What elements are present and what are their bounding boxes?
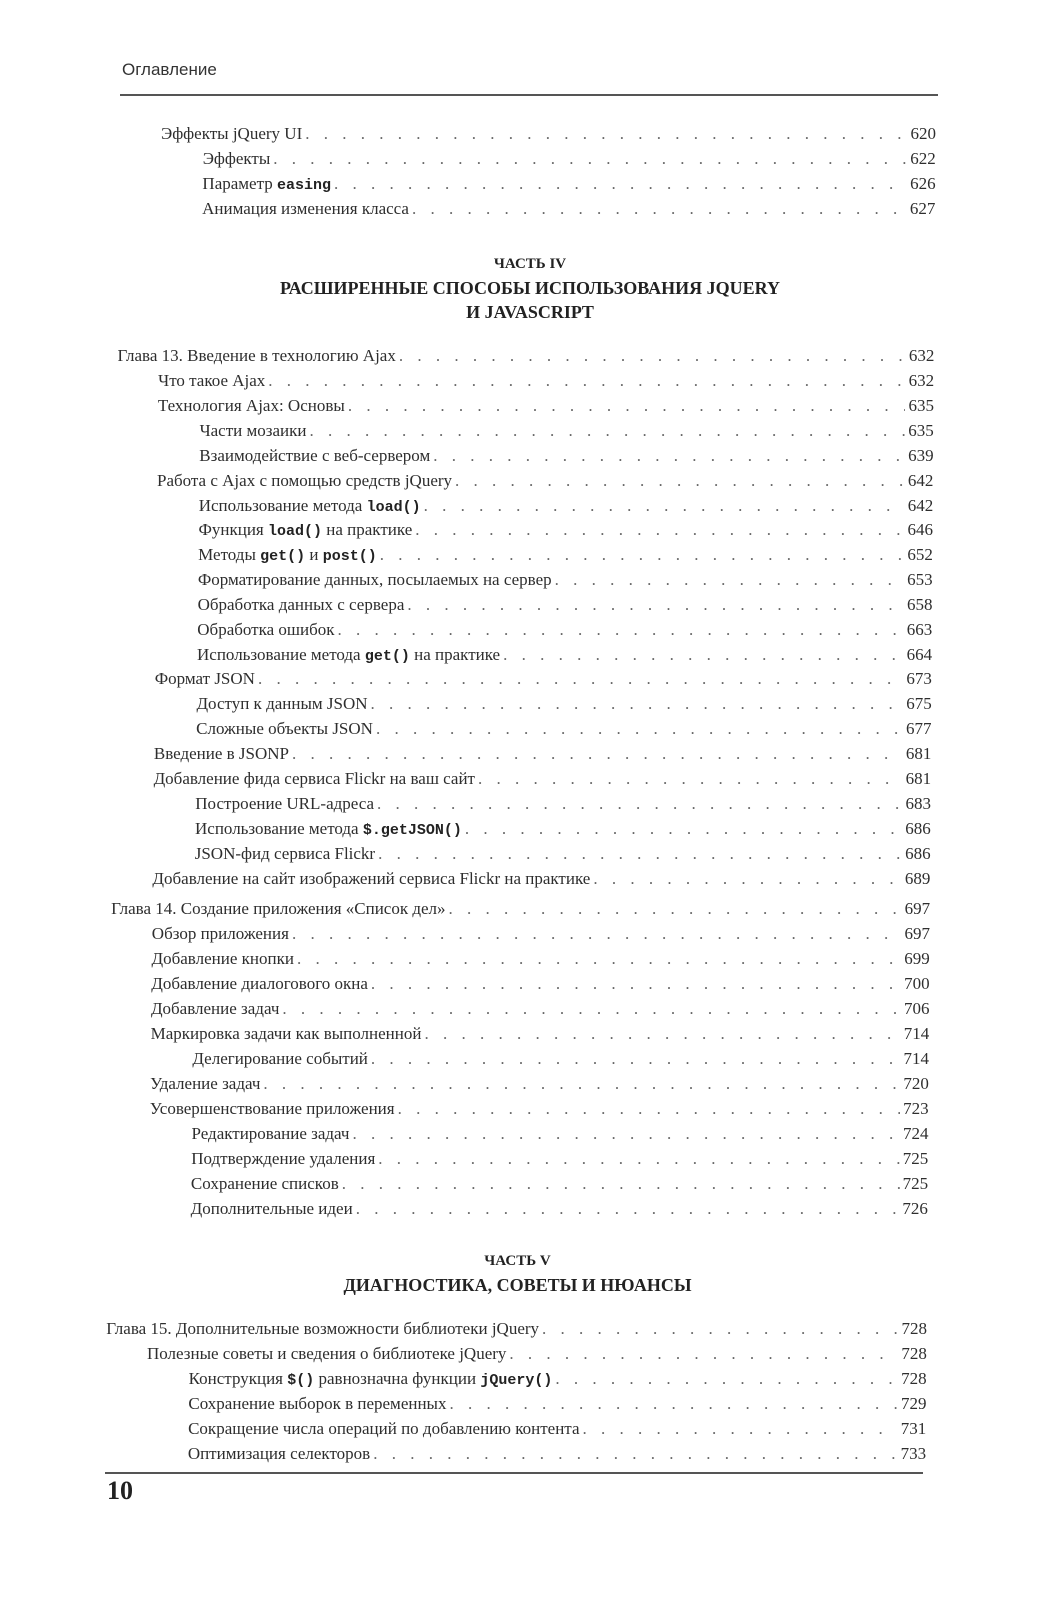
toc-entry-title <box>197 617 334 642</box>
toc-page-number: 726 <box>902 1199 928 1218</box>
toc-entry-title <box>203 146 271 171</box>
code-term: get() <box>364 648 410 665</box>
toc-entry-title <box>198 567 552 592</box>
dot-leader <box>377 791 902 816</box>
part-heading <box>250 1249 785 1297</box>
toc-entry <box>157 468 933 493</box>
dot-leader <box>378 841 902 866</box>
toc-page-number: 652 <box>907 545 933 564</box>
toc-page-number: 725 <box>902 1149 929 1168</box>
title-text: Глава 15. Дополнительные возможности библиотеки jQuery <box>106 1319 540 1338</box>
toc-entry-title <box>191 1171 339 1196</box>
toc-page-number: 728 <box>901 1369 927 1388</box>
toc-entry-title <box>150 1071 260 1096</box>
toc-entry <box>161 121 936 146</box>
toc-entry-title <box>150 1096 395 1121</box>
dot-leader <box>352 1121 900 1146</box>
toc-page-number: 686 <box>905 819 931 838</box>
title-text: Эффекты jQuery UI <box>161 124 303 143</box>
title-text: и <box>305 545 323 564</box>
title-text: Функция <box>198 520 268 539</box>
title-text: Конструкция <box>188 1369 288 1388</box>
toc-entry <box>154 741 931 766</box>
toc-page-number: 663 <box>906 620 933 639</box>
toc-entry <box>192 1046 929 1071</box>
toc-page-number: 635 <box>908 396 934 415</box>
title-text: Методы <box>198 545 261 564</box>
toc-entry <box>200 418 934 443</box>
toc-page-number: 706 <box>903 999 930 1018</box>
toc-page-number: 729 <box>900 1394 927 1413</box>
toc-entry-title <box>152 946 294 971</box>
title-text: Сокращение числа операций по добавлению контента <box>188 1419 580 1438</box>
toc-page-number: 664 <box>906 645 933 664</box>
title-text: Маркировка задачи как выполненной <box>150 1024 422 1043</box>
toc-entry <box>158 393 934 418</box>
dot-leader <box>555 567 905 592</box>
toc-entry <box>198 517 933 542</box>
toc-page-number: 723 <box>903 1099 929 1118</box>
dot-leader <box>292 921 902 946</box>
toc-page-number: 731 <box>900 1419 927 1438</box>
toc-entry <box>197 617 932 642</box>
toc-entry <box>198 592 933 617</box>
dot-leader <box>398 1096 901 1121</box>
toc-entry-title <box>161 121 302 146</box>
dot-leader <box>582 1416 897 1441</box>
toc-page-number: 714 <box>903 1024 930 1043</box>
toc-page-number: 632 <box>908 346 935 365</box>
part-number: ЧАСТЬ V <box>484 1253 551 1269</box>
dot-leader <box>449 1391 897 1416</box>
page-number: 10 <box>107 1476 133 1505</box>
title-text: Построение URL-адреса <box>195 794 375 813</box>
dot-leader <box>412 196 907 221</box>
title-text: Добавление кнопки <box>151 949 294 968</box>
title-text: Полезные советы и сведения о библиотеке jQuery <box>146 1344 507 1363</box>
dot-leader <box>305 121 907 146</box>
toc-page-number: 673 <box>906 669 932 688</box>
dot-leader <box>424 493 905 518</box>
toc-entry-title <box>192 1121 350 1146</box>
toc-entry-title <box>151 996 279 1021</box>
dot-leader <box>376 716 903 741</box>
toc-entry-title <box>111 896 445 921</box>
title-text: равнозначна функции <box>314 1369 481 1388</box>
toc-entry-title <box>196 691 367 716</box>
title-text: Доступ к данным JSON <box>196 694 368 713</box>
toc-entry <box>155 666 932 691</box>
toc-entry-title <box>154 741 289 766</box>
title-text: Усовершенствование приложения <box>149 1099 395 1118</box>
title-text: Взаимодействие с веб-сервером <box>199 446 431 465</box>
toc-page-number: 642 <box>907 471 934 490</box>
toc-page-number: 720 <box>903 1074 929 1093</box>
title-text: Сохранение выборок в переменных <box>188 1394 447 1413</box>
toc-entry-title <box>152 866 590 891</box>
toc-page-number: 646 <box>907 520 934 539</box>
toc-entry <box>152 921 930 946</box>
title-text: Глава 14. Создание приложения «Список дел» <box>111 899 446 918</box>
toc-page-number: 677 <box>906 719 932 738</box>
toc-entry-title <box>155 666 255 691</box>
toc-entry-title <box>202 171 331 198</box>
title-text: Делегирование событий <box>192 1049 368 1068</box>
toc-page-number: 725 <box>902 1174 929 1193</box>
dot-leader <box>268 368 905 393</box>
toc-entry <box>202 196 935 221</box>
title-text: Технология Ajax: Основы <box>157 396 345 415</box>
title-text: Что такое Ajax <box>158 371 266 390</box>
toc-entry-title <box>158 393 345 418</box>
toc-page-number: 681 <box>905 744 932 763</box>
code-term: easing <box>276 177 331 194</box>
toc-entry-title <box>157 468 452 493</box>
dot-leader <box>273 146 907 171</box>
toc-page-number: 714 <box>903 1049 930 1068</box>
toc-entry-title <box>192 1046 368 1071</box>
toc-entry <box>195 841 931 866</box>
toc-entry-title <box>158 368 265 393</box>
toc-entry-title <box>191 1146 375 1171</box>
title-text: Использование метода <box>198 496 367 515</box>
toc-entry <box>150 1096 929 1121</box>
toc-entry <box>189 1366 927 1391</box>
toc-entry <box>152 866 930 891</box>
running-head: Оглавление <box>122 60 217 79</box>
dot-leader <box>373 1441 897 1466</box>
title-text: Добавление на сайт изображений сервиса Flickr на практике <box>152 869 591 888</box>
toc-entry-title <box>202 196 409 221</box>
toc-page-number: 639 <box>908 446 934 465</box>
dot-leader <box>465 816 902 841</box>
toc-page-number: 689 <box>904 869 931 888</box>
toc-entry <box>198 542 933 567</box>
toc-entry <box>196 716 931 741</box>
title-text: Подтверждение удаления <box>191 1149 376 1168</box>
toc-entry <box>188 1441 926 1466</box>
toc-entry <box>196 691 931 716</box>
dot-leader <box>292 741 903 766</box>
toc-entry-title <box>195 816 462 843</box>
toc-entry <box>192 1121 929 1146</box>
toc-entry <box>151 1021 930 1046</box>
toc-page-number: 635 <box>908 421 934 440</box>
dot-leader <box>415 517 904 542</box>
part-title: ДИАГНОСТИКА, СОВЕТЫ И НЮАНСЫ <box>343 1275 692 1295</box>
title-text: Обзор приложения <box>151 924 289 943</box>
toc-page-number: 681 <box>905 769 932 788</box>
title-text: JSON-фид сервиса Flickr <box>194 844 376 863</box>
dot-leader <box>348 393 906 418</box>
toc-page-number: 699 <box>904 949 930 968</box>
toc-entry-title <box>195 791 374 816</box>
title-text: Редактирование задач <box>191 1124 350 1143</box>
code-term: get() <box>260 548 306 565</box>
toc-page-number: 686 <box>905 844 931 863</box>
dot-leader <box>433 443 905 468</box>
toc-entry-title <box>188 1441 370 1466</box>
title-text: Оптимизация селекторов <box>187 1444 371 1463</box>
dot-leader <box>282 996 901 1021</box>
dot-leader <box>449 896 902 921</box>
toc-entry-title <box>151 1021 422 1046</box>
dot-leader <box>555 1366 898 1391</box>
toc-entry <box>202 171 935 196</box>
toc-entry <box>191 1171 928 1196</box>
toc-entry <box>195 791 931 816</box>
dot-leader <box>380 542 905 567</box>
toc-page-number: 642 <box>907 496 934 515</box>
toc-chapter-entry <box>106 1316 927 1341</box>
header-rule <box>120 94 938 96</box>
title-text: Анимация изменения класса <box>202 199 409 218</box>
toc-entry-title <box>191 1196 353 1221</box>
title-text: Добавление задач <box>150 999 280 1018</box>
dot-leader <box>509 1341 898 1366</box>
dot-leader <box>378 1146 900 1171</box>
toc-page-number: 627 <box>909 199 936 218</box>
part-number: ЧАСТЬ IV <box>493 256 567 272</box>
toc-entry <box>151 996 930 1021</box>
toc-entry <box>150 1071 929 1096</box>
toc-page-number: 728 <box>901 1319 928 1338</box>
toc-entry-title <box>151 971 368 996</box>
toc-page-number: 697 <box>904 924 930 943</box>
toc-page-number: 675 <box>906 694 932 713</box>
toc-page-number: 724 <box>903 1124 929 1143</box>
toc-page-number: 632 <box>908 371 935 390</box>
toc-entry <box>197 642 932 667</box>
title-text: Использование метода <box>195 819 363 838</box>
toc-entry <box>188 1391 926 1416</box>
dot-leader <box>342 1171 900 1196</box>
toc-entry-title <box>189 1366 553 1393</box>
title-text: Введение в JSONP <box>153 744 289 763</box>
toc-entry-title <box>197 642 500 669</box>
dot-leader <box>478 766 903 791</box>
toc-entry <box>198 567 933 592</box>
toc-page-number: 622 <box>910 149 936 168</box>
dot-leader <box>371 971 901 996</box>
toc-page-number: 653 <box>907 570 933 589</box>
toc-page-number: 620 <box>910 124 936 143</box>
toc-page-number: 700 <box>904 974 930 993</box>
title-text: Сохранение списков <box>190 1174 339 1193</box>
toc-entry-title <box>198 592 405 617</box>
dot-leader <box>371 691 904 716</box>
part-heading <box>250 252 810 324</box>
code-term: $() <box>287 1372 315 1389</box>
toc-entry-title <box>199 493 421 520</box>
part-title: И JAVASCRIPT <box>466 302 594 322</box>
dot-leader <box>371 1046 901 1071</box>
title-text: Глава 13. Введение в технологию Ajax <box>117 346 396 365</box>
dot-leader <box>309 418 905 443</box>
part-title: РАСШИРЕННЫЕ СПОСОБЫ ИСПОЛЬЗОВАНИЯ JQUERY <box>279 278 781 298</box>
dot-leader <box>356 1196 900 1221</box>
title-text: Удаление задач <box>150 1074 261 1093</box>
title-text: Части мозаики <box>199 421 307 440</box>
toc-entry <box>188 1416 926 1441</box>
code-term: post() <box>322 548 377 565</box>
dot-leader <box>263 1071 900 1096</box>
title-text: на практике <box>409 645 501 664</box>
toc-entry-title <box>195 841 375 866</box>
title-text: Параметр <box>202 174 277 193</box>
toc-entry-title <box>188 1416 579 1441</box>
toc-entry-title <box>106 1316 539 1341</box>
toc-entry-title <box>117 343 395 368</box>
dot-leader <box>258 666 903 691</box>
dot-leader <box>338 617 904 642</box>
dot-leader <box>424 1021 900 1046</box>
toc-page-number: 697 <box>904 899 931 918</box>
toc-entry-title <box>196 716 373 741</box>
title-text: Эффекты <box>202 149 271 168</box>
toc-entry <box>195 816 931 841</box>
toc-chapter-entry <box>111 896 930 921</box>
dot-leader <box>593 866 902 891</box>
toc-entry-title <box>147 1341 506 1366</box>
toc-page-number: 658 <box>906 595 933 614</box>
toc-entry-title <box>198 542 377 569</box>
toc-entry-title <box>152 921 289 946</box>
toc-entry-title <box>188 1391 446 1416</box>
title-text: Обработка данных с сервера <box>197 595 405 614</box>
title-text: Дополнительные идеи <box>190 1199 353 1218</box>
title-text: на практике <box>322 520 413 539</box>
toc-page-number: 733 <box>900 1444 927 1463</box>
code-term: jQuery() <box>480 1372 553 1389</box>
dot-leader <box>407 592 904 617</box>
title-text: Работа с Ajax с помощью средств jQuery <box>157 471 453 490</box>
toc-chapter-entry <box>117 343 934 368</box>
title-text: Добавление диалогового окна <box>151 974 368 993</box>
title-text: Использование метода <box>197 645 365 664</box>
dot-leader <box>399 343 906 368</box>
toc-entry-title <box>198 517 412 544</box>
toc-entry <box>203 146 936 171</box>
code-term: $.getJSON() <box>362 822 462 839</box>
toc-entry <box>191 1196 928 1221</box>
toc-page-number: 728 <box>901 1344 927 1363</box>
toc-entry <box>158 368 934 393</box>
toc-entry <box>151 971 929 996</box>
toc-entry <box>191 1146 928 1171</box>
title-text: Обработка ошибок <box>197 620 335 639</box>
toc-entry-title <box>154 766 475 791</box>
title-text: Форматирование данных, посылаемых на сервер <box>197 570 552 589</box>
toc-entry-title <box>200 418 307 443</box>
toc-entry <box>199 443 933 468</box>
code-term: load() <box>366 499 421 516</box>
title-text: Формат JSON <box>154 669 255 688</box>
footer-rule <box>105 1472 923 1474</box>
dot-leader <box>455 468 905 493</box>
toc-entry <box>147 1341 927 1366</box>
dot-leader <box>334 171 907 196</box>
dot-leader <box>542 1316 898 1341</box>
title-text: Сложные объекты JSON <box>196 719 373 738</box>
toc-entry <box>154 766 932 791</box>
toc-entry <box>199 493 933 518</box>
code-term: load() <box>268 523 323 540</box>
toc-page-number: 626 <box>910 174 936 193</box>
toc-page-number: 683 <box>905 794 931 813</box>
title-text: Добавление фида сервиса Flickr на ваш сайт <box>153 769 475 788</box>
dot-leader <box>503 642 903 667</box>
toc-entry <box>152 946 930 971</box>
toc-entry-title <box>199 443 430 468</box>
dot-leader <box>297 946 901 971</box>
